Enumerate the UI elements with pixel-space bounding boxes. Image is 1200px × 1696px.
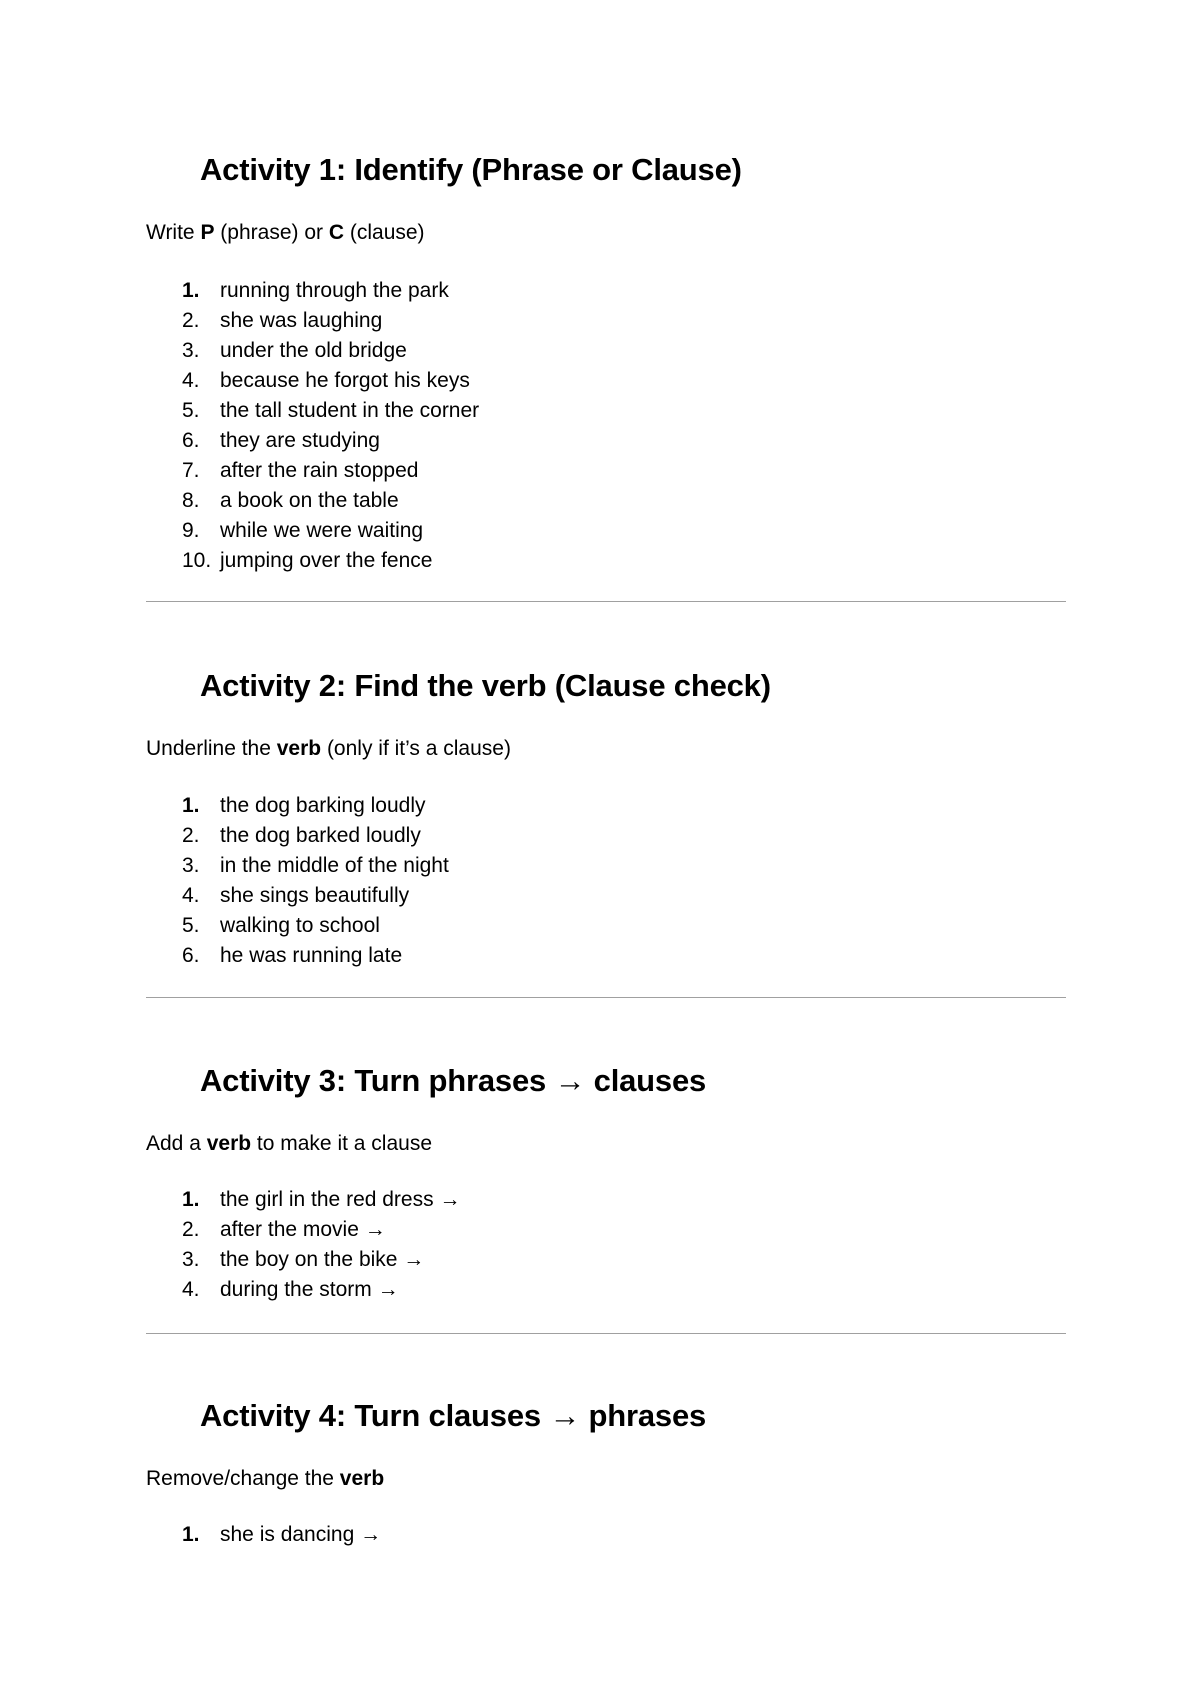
list-item-number: 6. — [182, 944, 200, 967]
list-item-number: 2. — [182, 309, 200, 332]
list-item-text: he was running late — [220, 944, 403, 967]
instruction-text: Write — [146, 221, 201, 244]
list-item — [182, 276, 479, 306]
instruction-text: Underline the — [146, 737, 277, 760]
list-item-text: the boy on the bike → — [220, 1248, 425, 1271]
divider-1 — [146, 601, 1066, 602]
list-item-number: 3. — [182, 1248, 200, 1271]
list-item — [182, 1275, 460, 1305]
instruction-text: to make it a clause — [251, 1132, 432, 1155]
list-item-text: running through the park — [220, 279, 449, 302]
list-item-text: walking to school — [220, 914, 380, 937]
activity-2-instruction — [146, 736, 511, 762]
list-item — [182, 366, 479, 396]
list-item-number: 1. — [182, 1188, 200, 1211]
activity-2-section — [146, 666, 1066, 967]
list-item-text: after the rain stopped — [220, 459, 419, 482]
list-item-number: 8. — [182, 489, 200, 512]
list-item — [182, 456, 479, 486]
list-item-text: during the storm → — [220, 1278, 399, 1301]
activity-3-heading: Activity 3: Turn phrases → clauses — [200, 1063, 707, 1098]
list-item-text: the tall student in the corner — [220, 399, 480, 422]
activity-3-instruction — [146, 1131, 432, 1157]
list-item — [182, 1520, 381, 1550]
list-item-text: the dog barking loudly — [220, 794, 426, 817]
instruction-keyword: verb — [276, 737, 322, 760]
list-item — [182, 486, 479, 516]
activity-2-heading: Activity 2: Find the verb (Clause check) — [200, 668, 771, 703]
instruction-text: (phrase) or — [214, 221, 329, 244]
list-item-number: 1. — [182, 1523, 200, 1546]
activity-1-list — [182, 276, 479, 576]
list-item — [182, 791, 449, 821]
list-item — [182, 851, 449, 881]
list-item — [182, 306, 479, 336]
list-item-number: 3. — [182, 854, 200, 877]
list-item-number: 4. — [182, 1278, 200, 1301]
list-item — [182, 881, 449, 911]
list-item-text: because he forgot his keys — [220, 369, 470, 392]
list-item-text: they are studying — [220, 429, 380, 452]
list-item — [182, 941, 449, 971]
list-item — [182, 516, 479, 546]
divider-3 — [146, 1333, 1066, 1334]
activity-1-section — [146, 150, 1066, 572]
list-item-number: 6. — [182, 429, 200, 452]
list-item — [182, 396, 479, 426]
list-item-number: 7. — [182, 459, 200, 482]
list-item — [182, 821, 449, 851]
instruction-keyword: P — [200, 221, 215, 244]
instruction-keyword: verb — [339, 1467, 385, 1490]
activity-4-list — [182, 1520, 381, 1550]
list-item-text: she was laughing — [220, 309, 383, 332]
instruction-text: (only if it’s a clause) — [321, 737, 511, 760]
list-item — [182, 336, 479, 366]
instruction-text: Add a — [146, 1132, 207, 1155]
list-item-text: she sings beautifully — [220, 884, 410, 907]
list-item-number: 10. — [182, 549, 212, 572]
activity-3-list — [182, 1185, 460, 1305]
list-item-text: the girl in the red dress → — [220, 1188, 461, 1211]
list-item-number: 1. — [182, 279, 200, 302]
list-item-text: in the middle of the night — [220, 854, 449, 877]
list-item-number: 1. — [182, 794, 200, 817]
activity-3-section — [146, 1061, 1066, 1301]
list-item — [182, 1215, 460, 1245]
list-item-text: the dog barked loudly — [220, 824, 421, 847]
list-item-text: jumping over the fence — [220, 549, 433, 572]
activity-4-section — [146, 1396, 1066, 1546]
instruction-text: Remove/change the — [146, 1467, 340, 1490]
list-item-number: 2. — [182, 1218, 200, 1241]
list-item-text: while we were waiting — [220, 519, 424, 542]
activity-1-instruction — [146, 220, 425, 246]
instruction-text: (clause) — [344, 221, 425, 244]
activity-4-instruction — [146, 1466, 384, 1492]
list-item-number: 3. — [182, 339, 200, 362]
list-item-number: 9. — [182, 519, 200, 542]
list-item — [182, 911, 449, 941]
instruction-keyword: verb — [206, 1132, 252, 1155]
list-item-text: under the old bridge — [220, 339, 407, 362]
divider-2 — [146, 997, 1066, 998]
list-item-number: 5. — [182, 399, 200, 422]
activity-2-list — [182, 791, 449, 971]
instruction-keyword: C — [328, 221, 345, 244]
list-item — [182, 546, 479, 576]
list-item — [182, 426, 479, 456]
list-item-text: after the movie → — [220, 1218, 386, 1241]
list-item — [182, 1245, 460, 1275]
activity-4-heading: Activity 4: Turn clauses → phrases — [200, 1398, 707, 1433]
list-item-text: she is dancing → — [220, 1523, 382, 1546]
list-item-number: 4. — [182, 369, 200, 392]
list-item-text: a book on the table — [220, 489, 399, 512]
list-item-number: 5. — [182, 914, 200, 937]
list-item-number: 4. — [182, 884, 200, 907]
activity-1-heading: Activity 1: Identify (Phrase or Clause) — [200, 152, 742, 187]
list-item — [182, 1185, 460, 1215]
list-item-number: 2. — [182, 824, 200, 847]
